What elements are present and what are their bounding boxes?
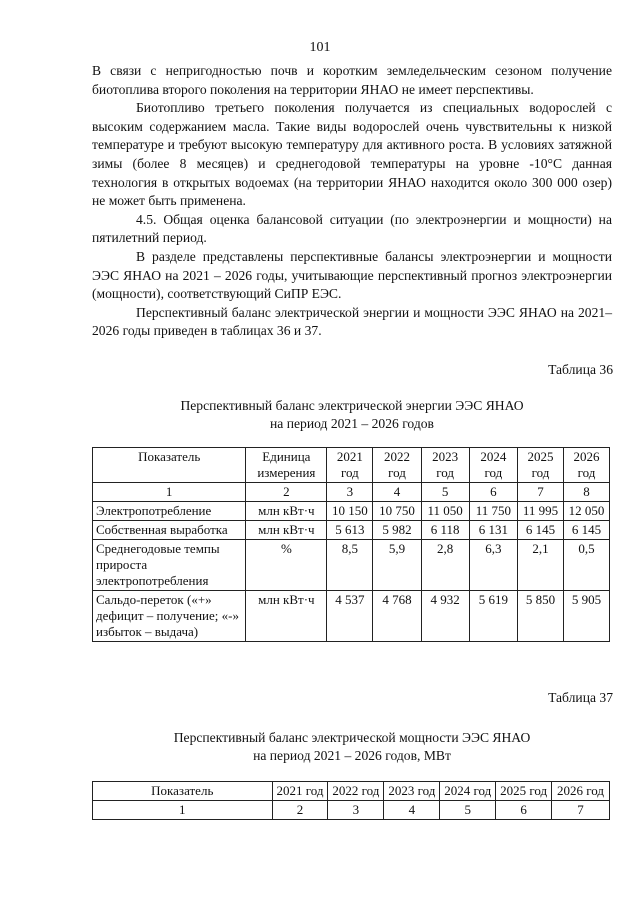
table-37-label: Таблица 37 [548,690,613,705]
table-37-title: Перспективный баланс электрической мощности ЭЭС ЯНАО на период 2021 – 2026 годов, МВт [173,730,531,763]
column-header: 2026 год [563,448,609,483]
column-header: Показатель [93,448,246,483]
column-header: 2024 год [469,448,517,483]
body-text [92,62,612,341]
column-header: 2024 год [440,782,496,801]
column-header: 2026 год [552,782,610,801]
paragraph: Биотопливо третьего поколения получается из специальных водорослей с высоким содержанием масла. Такие виды водорослей очень чувствительны к низкой температуре и требуют высокую температуру для активного роста. В условиях затяжной зимы (более 8 месяцев) и среднегодовой температуры на уровне -10°С данная технология в открытых водоемах (на территории ЯНАО находится около 300 000 озер) не может быть применена. [92,100,612,209]
column-header: 2023 год [421,448,469,483]
table-row: Электропотребление млн кВт·ч 10 150 10 750 11 050 11 750 11 995 12 050 [93,502,610,521]
table-36-label: Таблица 36 [548,362,613,377]
table-row: Сальдо-переток («+» дефицит – получение; «-» избыток – выдача) млн кВт·ч 4 537 4 768 4 932 5 619 5 850 5 905 [93,591,610,642]
column-header: 2025 год [496,782,552,801]
column-header: 2023 год [384,782,440,801]
table-numbering-row: 1 2 3 4 5 6 7 [93,801,610,820]
column-header: 2021 год [327,448,373,483]
column-header: Показатель [93,782,273,801]
column-header: 2025 год [517,448,563,483]
table-row: Среднегодовые темпы прироста электропотребления % 8,5 5,9 2,8 6,3 2,1 0,5 [93,540,610,591]
power-balance-table [92,781,610,820]
paragraph: В разделе представлены перспективные балансы электроэнергии и мощности ЭЭС ЯНАО на 2021 – 2026 годы, учитывающие перспективный прогноз электроэнергии (мощности), соответствующий СиПР ЕЭС. [92,248,612,302]
column-header: 2022 год [328,782,384,801]
column-header: 2021 год [272,782,328,801]
paragraph: Перспективный баланс электрической энергии и мощности ЭЭС ЯНАО на 2021–2026 годы приведен в таблицах 36 и 37. [92,304,612,339]
table-header-row [93,782,610,801]
paragraph: В связи с непригодностью почв и коротким земледельческим сезоном получение биотоплива второго поколения на территории ЯНАО не имеет перспективы. [92,63,612,97]
table-numbering-row: 1 2 3 4 5 6 7 8 [93,483,610,502]
column-header: 2022 год [373,448,421,483]
energy-balance-table [92,447,610,642]
section-heading: 4.5. Общая оценка балансовой ситуации (по электроэнергии и мощности) на пятилетний период. [92,211,612,246]
column-header: Единица измерения [246,448,327,483]
page-number: 101 [309,40,331,55]
table-36-title: Перспективный баланс электрической энергии ЭЭС ЯНАО на период 2021 – 2026 годов [180,398,524,431]
table-row: Собственная выработка млн кВт·ч 5 613 5 982 6 118 6 131 6 145 6 145 [93,521,610,540]
table-header-row [93,448,610,483]
